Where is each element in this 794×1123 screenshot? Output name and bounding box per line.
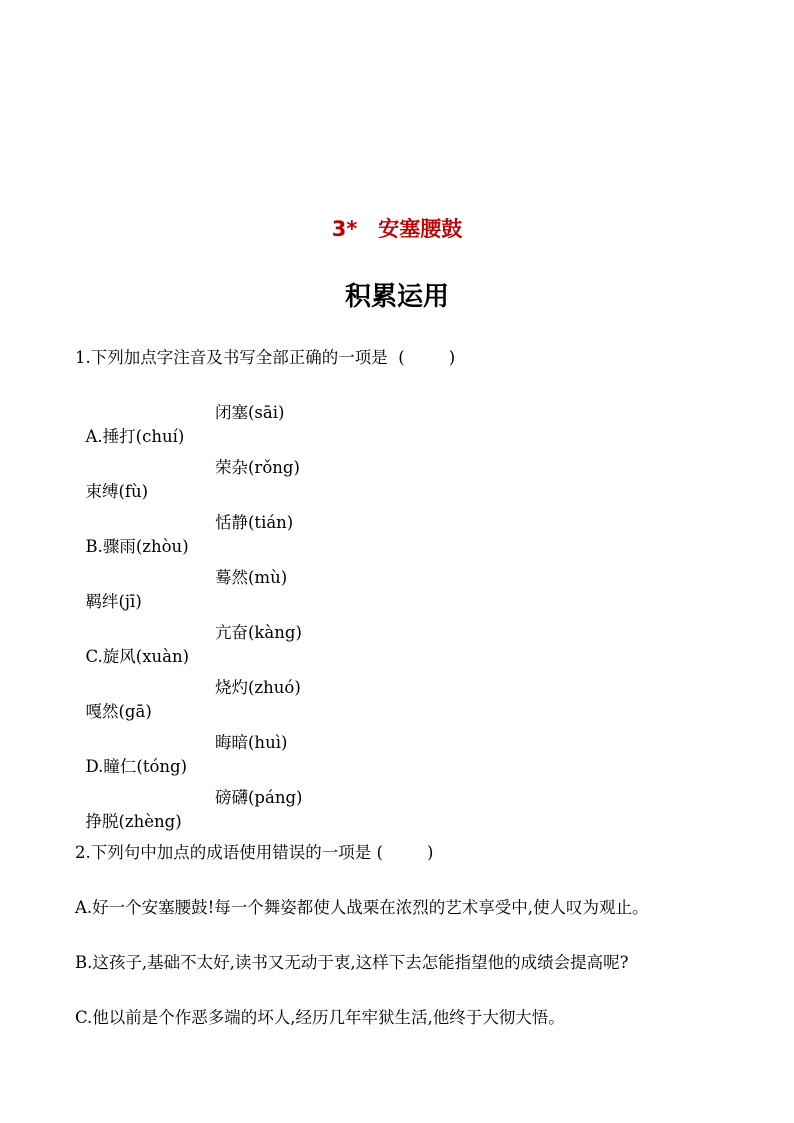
question-2-text: 2.下列句中加点的成语使用错误的一项是 [75,843,372,862]
question-2-option-b: B.这孩子,基础不太好,读书又无动于衷,这样下去怎能指望他的成绩会提高呢? [75,953,629,972]
answer-close-paren: ) [426,843,434,862]
lesson-title: 3* 安塞腰鼓 [331,217,463,241]
question-1-stem [75,346,455,370]
option-word: 磅礴(páng) [215,788,303,807]
option-word: 挣脱(zhèng) [85,812,182,831]
option-word: 烧灼(zhuó) [215,678,301,697]
answer-open-paren: ( [376,843,383,862]
option-word: 晦暗(huì) [215,733,288,752]
option-word: 束缚(fù) [85,482,149,501]
option-word: 恬静(tián) [215,513,294,532]
question-2-option-c: C.他以前是个作恶多端的坏人,经历几年牢狱生活,他终于大彻大悟。 [75,1008,565,1027]
option-word: 亢奋(kàng) [215,623,302,642]
option-word: 嘎然(gā) [85,702,152,721]
option-word: 蓦然(mù) [215,568,288,587]
option-word: B.骤雨(zhòu) [85,537,189,556]
option-word: 羁绊(jī) [85,592,142,611]
answer-open-paren: ( [398,348,405,367]
option-word: 闭塞(sāi) [215,403,285,422]
option-word: D.瞳仁(tóng) [85,757,188,776]
option-word: A.捶打(chuí) [85,427,185,446]
option-word: 荣杂(rǒng) [215,458,300,477]
answer-close-paren: ) [448,348,456,367]
section-title: 积累运用 [344,282,449,312]
question-1-text: 1.下列加点字注音及书写全部正确的一项是 [75,348,388,367]
question-2-stem [75,841,433,865]
question-2-option-a: A.好一个安塞腰鼓!每一个舞姿都使人战栗在浓烈的艺术享受中,使人叹为观止。 [75,898,649,917]
option-word: C.旋风(xuàn) [85,647,190,666]
